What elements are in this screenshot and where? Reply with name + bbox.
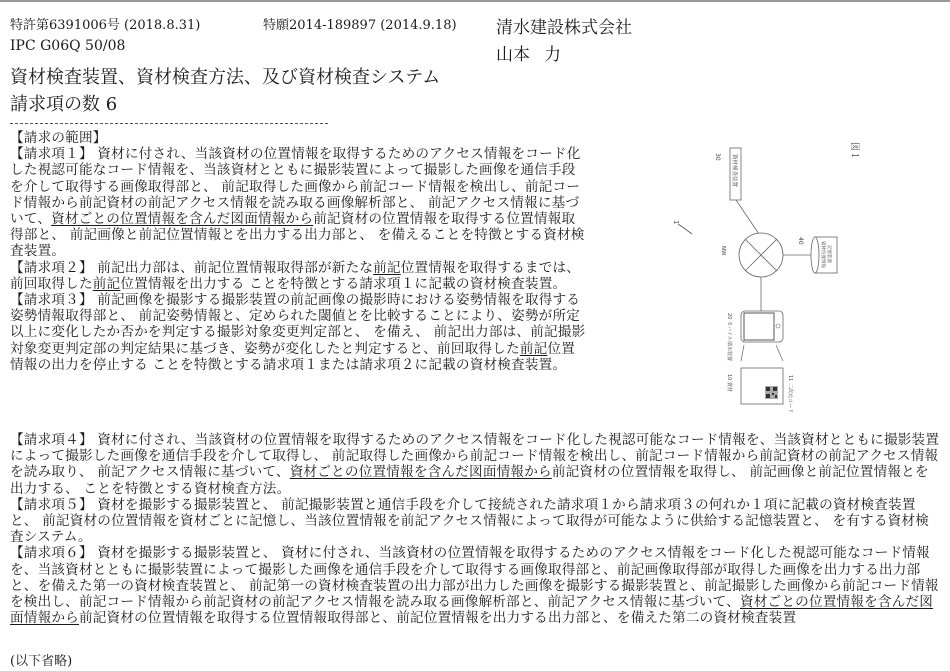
claim-text: 前記出力部は、前記位置情報取得部が新たな <box>97 259 374 276</box>
claim-text: 前記画像を撮影する撮影装置の前記画像の撮影時における姿勢情報を取得する姿勢情報取得部と、 前記姿勢情報と、定められた閾値とを比較することにより、姿勢が所定以上に変化したか否かを判定する撮影対象変更判定部と、 を備え、 前記出力部は、前記撮影対象変更判定部の判定結果に基づき、姿勢が変化したと判定すると、前回取得した <box>10 292 586 357</box>
claim-text: 位置情報を出力する ことを特徴とする請求項１に記載の資材検査装置。 <box>120 275 567 292</box>
claim-label: 【請求項１】 <box>10 146 93 163</box>
top-border <box>0 0 950 2</box>
storage-label-line1: 資材位置情報 <box>820 241 825 268</box>
patent-title: 資材検査装置、資材検査方法、及び資材検査システム <box>10 67 441 88</box>
mobile-device-screen <box>744 313 774 340</box>
claim-1 <box>10 146 588 259</box>
storage-label-line2: 記憶装置 <box>826 245 831 263</box>
claim-label: 【請求項６】 <box>10 545 93 562</box>
system-ref: 1 <box>672 220 680 225</box>
claim-underlined-text: 資材ごとの位置情報を含んだ図面情報から <box>51 211 314 228</box>
system-diagram <box>672 120 950 440</box>
network-ref: NW <box>720 246 726 256</box>
code-label: 11 二次元コード <box>787 375 793 413</box>
view-line <box>776 345 783 361</box>
mobile-label: 20 モバイル端末装置 <box>726 313 732 361</box>
claims-section-lower <box>10 432 940 626</box>
claim-underlined-text: 前記 <box>92 275 121 292</box>
storage-cylinder-top <box>811 237 819 273</box>
claims-heading: 【請求の範囲】 <box>10 130 107 146</box>
inspection-device-label: 資材検査装置 <box>731 154 737 188</box>
omitted-note: (以下省略) <box>10 654 73 669</box>
claims-count: 請求項の数 6 <box>10 94 118 115</box>
claim-text: 前記資材の位置情報を取得する位置情報取得部と、 前記画像と前記位置情報とを出力する出力部と、 を備えることを特徴とする資材検査装置。 <box>10 211 585 260</box>
claim-text: 前記資材の位置情報を取得し、 前記画像と前記位置情報とを出力する、 ことを特徴とする資材検査方法。 <box>10 464 929 497</box>
inspection-device-ref: 30 <box>714 153 721 161</box>
claim-4 <box>10 432 940 497</box>
material-label: 10 資材 <box>726 374 732 392</box>
view-line <box>741 345 744 361</box>
ipc-classification: IPC G06Q 50/08 <box>10 38 126 54</box>
figure-label: 図１ <box>849 142 859 161</box>
claim-label: 【請求項２】 <box>10 259 93 276</box>
claims-section-upper <box>10 130 588 373</box>
claim-text: 位置情報を取得するまでは、前回取得した <box>10 259 581 292</box>
dashed-separator <box>10 123 328 124</box>
claim-label: 【請求項５】 <box>10 496 93 513</box>
storage-ref: 40 <box>797 237 804 245</box>
claim-text: 前記資材の位置情報を取得する位置情報取得部と、前記位置情報を出力する出力部と、を備えた第二の資材検査装置 <box>78 610 797 627</box>
claim-text: 資材に付され、当該資材の位置情報を取得するためのアクセス情報をコード化した視認可能なコード情報を、当該資材とともに撮影装置によって撮影した画像を通信手段を介して取得し、 前記取得した画像から前記コード情報を検出し、前記コード情報から前記資材の前記アクセス情報を読み取り、 前記アクセス情報に基づいて、 <box>10 432 940 481</box>
patent-figure-1 <box>672 120 950 440</box>
claim-3 <box>10 292 588 373</box>
claim-underlined-text: 資材ごとの位置情報を含んだ図面情報から <box>289 464 552 481</box>
claim-2 <box>10 260 588 292</box>
inventor-given-name: 力 <box>544 45 561 65</box>
inventor-family-name: 山本 <box>496 45 530 65</box>
claim-underlined-text: 前記 <box>519 340 548 357</box>
claim-text: 位置情報の出力を停止する ことを特徴とする請求項１または請求項２に記載の資材検査装置。 <box>10 340 576 373</box>
application-number: 特願2014-189897 (2014.9.18) <box>263 18 457 33</box>
patent-number: 特許第6391006号 (2018.8.31) <box>10 18 201 33</box>
claim-label: 【請求項３】 <box>10 292 93 309</box>
connector-line <box>736 200 761 237</box>
claim-label: 【請求項４】 <box>10 432 93 448</box>
claim-text: 資材に付され、当該資材の位置情報を取得するためのアクセス情報をコード化した視認可能なコード情報を、当該資材とともに撮影装置によって撮影した画像を通信手段を介して取得する画像取得部と、 前記取得した画像から前記コード情報を検出し、前記コード情報から前記資材の前記アクセス情報を読み取る画像解析部と、 前記アクセス情報に基づいて、 <box>10 146 581 228</box>
claim-5 <box>10 497 940 546</box>
claim-6 <box>10 545 940 626</box>
assignee: 清水建設株式会社 <box>496 18 632 38</box>
arrow-icon <box>678 224 692 234</box>
inventor <box>496 40 561 65</box>
claim-underlined-text: 前記 <box>373 259 401 276</box>
claim-text: 資材を撮影する撮影装置と、 資材に付され、当該資材の位置情報を取得するためのアクセス情報をコード化した視認可能なコード情報を、当該資材とともに撮影装置によって撮影した画像を通信手段を介して取得する画像取得部と、前記画像取得部が取得した画像を出力する出力部と、を備えた第一の資材検査装置と、 前記第一の資材検査装置の出力部が出力した画像を撮影する撮影装置と、前記撮影した画像から前記コード情報を検出し、前記コード情報から前記資材の前記アクセス情報を読み取る画像解析部と、前記アクセス情報に基づいて、 <box>10 545 939 611</box>
claim-text: 資材を撮影する撮影装置と、 前記撮影装置と通信手段を介して接続された請求項１から請求項３の何れか１項に記載の資材検査装置と、 前記資材の位置情報を資材ごとに記憶し、当該位置情報を前記アクセス情報によって取得が可能なように供給する記憶装置と、 を有する資材検査システム。 <box>10 496 930 546</box>
claim-underlined-text: 資材ごとの位置情報を含んだ図面情報から <box>10 594 934 627</box>
qr-code-icon <box>765 386 778 399</box>
